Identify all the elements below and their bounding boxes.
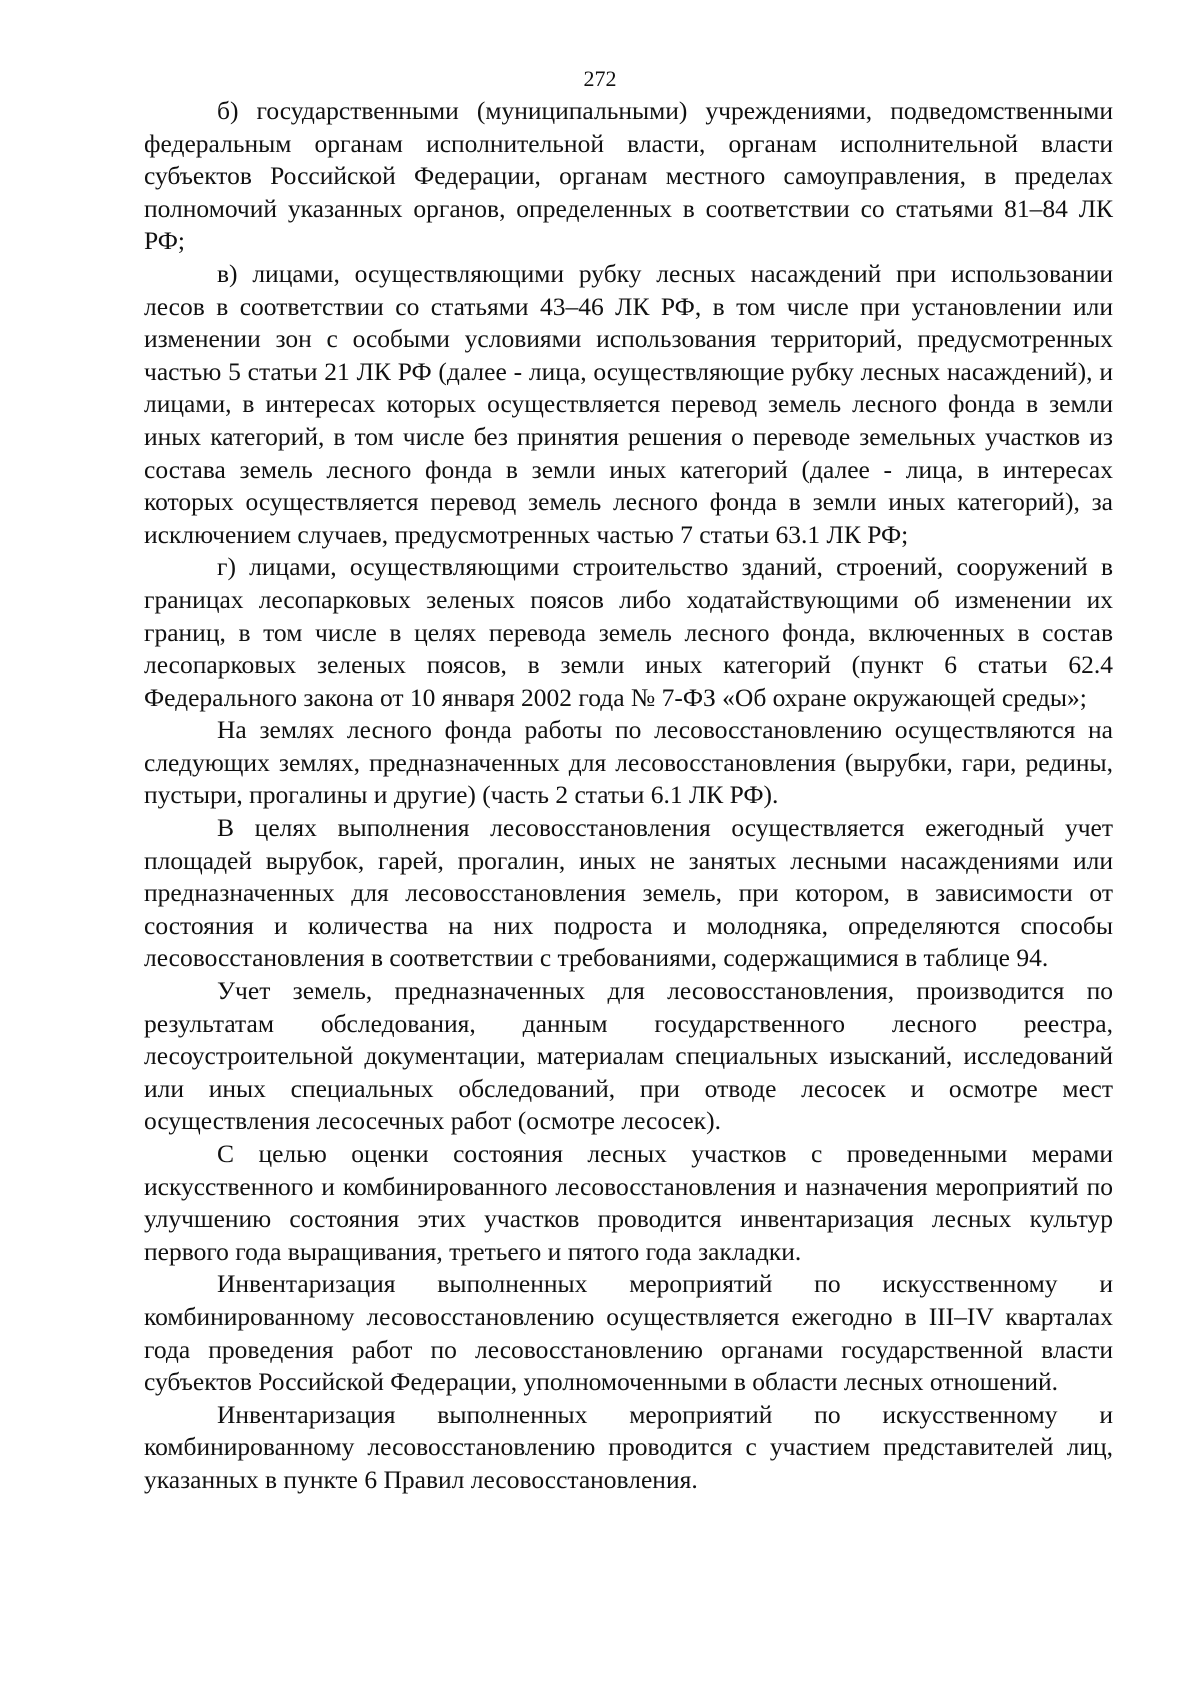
paragraph-g: г) лицами, осуществляющими строительство зданий, строений, сооружений в границах лесопарковых зеленых поясов либо ходатайствующими об изменении их границ, в том числе в целях перевода земель лесного фонда, включенных в состав лесопарковых зеленых поясов, в земли иных категорий (пункт 6 статьи 62.4 Федерального закона от 10 января 2002 года № 7-ФЗ «Об охране окружающей среды»; <box>144 552 1113 712</box>
paragraph-inventory-participants: Инвентаризация выполненных мероприятий по искусственному и комбинированному лесовосстановлению проводится с участием представителей лиц, указанных в пункте 6 Правил лесовосстановления. <box>144 1399 1113 1494</box>
paragraph-annual-accounting: В целях выполнения лесовосстановления осуществляется ежегодный учет площадей вырубок, гарей, прогалин, иных не занятых лесными насаждениями или предназначенных для лесовосстановления земель, при котором, в зависимости от состояния и количества на них подроста и молодняка, определяются способы лесовосстановления в соответствии с требованиями, содержащимися в таблице 94. <box>144 813 1113 973</box>
paragraph-lands: На землях лесного фонда работы по лесовосстановлению осуществляются на следующих землях, предназначенных для лесовосстановления (вырубки, гари, редины, пустыри, прогалины и другие) (часть 2 статьи 6.1 ЛК РФ). <box>144 715 1113 810</box>
paragraph-v: в) лицами, осуществляющими рубку лесных насаждений при использовании лесов в соответствии со статьями 43–46 ЛК РФ, в том числе при установлении или изменении зон с особыми условиями использования территорий, предусмотренных частью 5 статьи 21 ЛК РФ (далее - лица, осуществляющие рубку лесных насаждений), и лицами, в интересах которых осуществляется перевод земель лесного фонда в земли иных категорий, в том числе без принятия решения о переводе земельных участков из состава земель лесного фонда в земли иных категорий (далее - лица, в интересах которых осуществляется перевод земель лесного фонда в земли иных категорий), за исключением случаев, предусмотренных частью 7 статьи 63.1 ЛК РФ; <box>144 258 1113 549</box>
paragraph-land-accounting: Учет земель, предназначенных для лесовосстановления, производится по результатам обследования, данным государственного лесного реестра, лесоустроительной документации, материалам специальных изысканий, исследований или иных специальных обследований, при отводе лесосек и осмотре мест осуществления лесосечных работ (осмотре лесосек). <box>144 976 1113 1136</box>
paragraph-assessment: С целью оценки состояния лесных участков с проведенными мерами искусственного и комбинированного лесовосстановления и назначения мероприятий по улучшению состояния этих участков проводится инвентаризация лесных культур первого года выращивания, третьего и пятого года закладки. <box>144 1139 1113 1266</box>
paragraph-b: б) государственными (муниципальными) учреждениями, подведомственными федеральным органам исполнительной власти, органам исполнительной власти субъектов Российской Федерации, органам местного самоуправления, в пределах полномочий указанных органов, определенных в соответствии со статьями 81–84 ЛК РФ; <box>144 96 1113 256</box>
document-body <box>144 95 1113 1497</box>
page-number: 272 <box>583 66 617 91</box>
paragraph-inventory-timing: Инвентаризация выполненных мероприятий по искусственному и комбинированному лесовосстановлению осуществляется ежегодно в III–IV кварталах года проведения работ по лесовосстановлению органами государственной власти субъектов Российской Федерации, уполномоченными в области лесных отношений. <box>144 1269 1113 1397</box>
